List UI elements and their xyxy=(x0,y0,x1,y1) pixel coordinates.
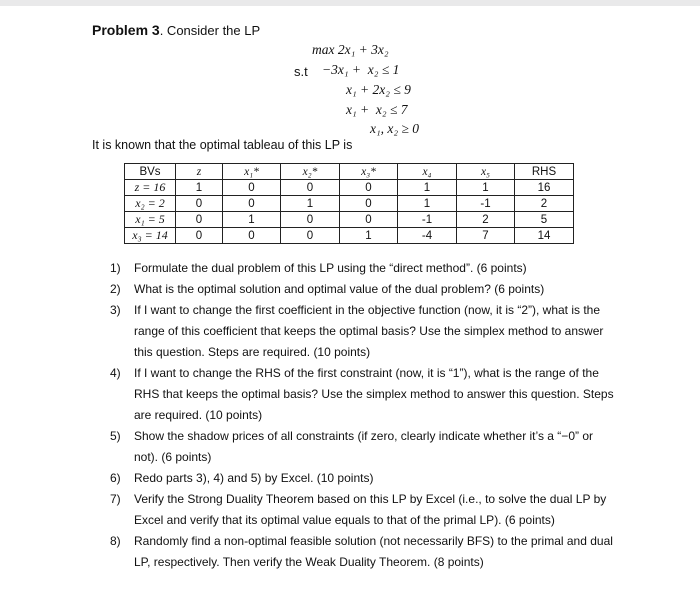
question-number: 7) xyxy=(110,492,121,506)
list-item xyxy=(110,426,615,468)
cell: -1 xyxy=(457,196,515,212)
question-text: If I want to change the RHS of the first constraint (now, it is “1”), what is the range of the RHS that keeps the optimal basis? Use the simplex method to answer this question. Steps are required. (10 points) xyxy=(134,366,614,422)
question-text: Randomly find a non-optimal feasible solution (not necessarily BFS) to the primal and dual LP, respectively. Then verify the Weak Duality Theorem. (8 points) xyxy=(134,534,613,569)
cell: -4 xyxy=(398,228,457,244)
cell: 16 xyxy=(515,180,574,196)
header-bvs: BVs xyxy=(125,164,176,180)
header-x1: x₁* xyxy=(223,164,281,180)
list-item xyxy=(110,363,615,426)
tableau-intro: It is known that the optimal tableau of this LP is xyxy=(92,138,353,152)
constraint-1: −3x₁ + x₂ ≤ 1 xyxy=(322,62,400,77)
optimal-tableau xyxy=(124,163,574,244)
constraint-3: x₁ + x₂ ≤ 7 xyxy=(346,102,408,117)
header-rhs: RHS xyxy=(515,164,574,180)
cell: 0 xyxy=(176,212,223,228)
cell: 1 xyxy=(457,180,515,196)
cell: 0 xyxy=(176,196,223,212)
top-strip xyxy=(0,0,700,6)
st-label: s.t xyxy=(294,64,308,79)
problem-intro: . Consider the LP xyxy=(159,23,261,38)
cell: 1 xyxy=(340,228,398,244)
cell: 5 xyxy=(515,212,574,228)
cell-bv: z = 16 xyxy=(125,180,176,196)
cell: 1 xyxy=(176,180,223,196)
question-list xyxy=(110,258,615,573)
cell: 14 xyxy=(515,228,574,244)
question-text: Show the shadow prices of all constraints (if zero, clearly indicate whether it’s a “−0” or not). (6 points) xyxy=(134,429,593,464)
header-x2: x₂* xyxy=(281,164,340,180)
table-row xyxy=(125,196,574,212)
cell-bv: x₃ = 14 xyxy=(125,228,176,244)
question-text: What is the optimal solution and optimal value of the dual problem? (6 points) xyxy=(134,282,545,296)
problem-label: Problem 3 xyxy=(92,22,160,38)
cell: -1 xyxy=(398,212,457,228)
cell-bv: x₁ = 5 xyxy=(125,212,176,228)
cell: 7 xyxy=(457,228,515,244)
tableau-header-row xyxy=(125,164,574,180)
table-row xyxy=(125,212,574,228)
cell: 0 xyxy=(340,196,398,212)
list-item xyxy=(110,300,615,363)
cell: 0 xyxy=(223,228,281,244)
problem-heading xyxy=(92,22,260,38)
table-row xyxy=(125,228,574,244)
cell: 2 xyxy=(457,212,515,228)
cell: 1 xyxy=(398,180,457,196)
header-x5: x₅ xyxy=(457,164,515,180)
question-text: Formulate the dual problem of this LP using the “direct method”. (6 points) xyxy=(134,261,527,275)
question-number: 6) xyxy=(110,471,121,485)
cell: 1 xyxy=(223,212,281,228)
question-number: 8) xyxy=(110,534,121,548)
question-text: Verify the Strong Duality Theorem based on this LP by Excel (i.e., to solve the dual LP by Excel and verify that its optimal value equals to that of the primal LP). (6 points) xyxy=(134,492,607,527)
cell: 0 xyxy=(340,180,398,196)
list-item xyxy=(110,279,615,300)
header-z: z xyxy=(176,164,223,180)
lp-objective: max 2x₁ + 3x₂ xyxy=(312,42,389,57)
nonnegativity-constraint: x₁, x₂ ≥ 0 xyxy=(370,121,420,136)
list-item xyxy=(110,468,615,489)
header-x3: x₃* xyxy=(340,164,398,180)
question-number: 4) xyxy=(110,366,121,380)
cell: 0 xyxy=(281,180,340,196)
cell: 2 xyxy=(515,196,574,212)
question-number: 1) xyxy=(110,261,121,275)
question-number: 5) xyxy=(110,429,121,443)
constraint-2: x₁ + 2x₂ ≤ 9 xyxy=(346,82,411,97)
cell: 1 xyxy=(281,196,340,212)
cell: 0 xyxy=(176,228,223,244)
cell-bv: x₂ = 2 xyxy=(125,196,176,212)
header-x4: x₄ xyxy=(398,164,457,180)
cell: 1 xyxy=(398,196,457,212)
cell: 0 xyxy=(223,196,281,212)
cell: 0 xyxy=(340,212,398,228)
question-text: Redo parts 3), 4) and 5) by Excel. (10 points) xyxy=(134,471,374,485)
cell: 0 xyxy=(281,228,340,244)
question-text: If I want to change the first coefficient in the objective function (now, it is “2”), what is the range of this coefficient that keeps the optimal basis? Use the simplex method to answer this question. Steps are required. (10 points) xyxy=(134,303,604,359)
cell: 0 xyxy=(281,212,340,228)
table-row xyxy=(125,180,574,196)
list-item xyxy=(110,531,615,573)
question-number: 2) xyxy=(110,282,121,296)
list-item xyxy=(110,258,615,279)
question-number: 3) xyxy=(110,303,121,317)
list-item xyxy=(110,489,615,531)
cell: 0 xyxy=(223,180,281,196)
